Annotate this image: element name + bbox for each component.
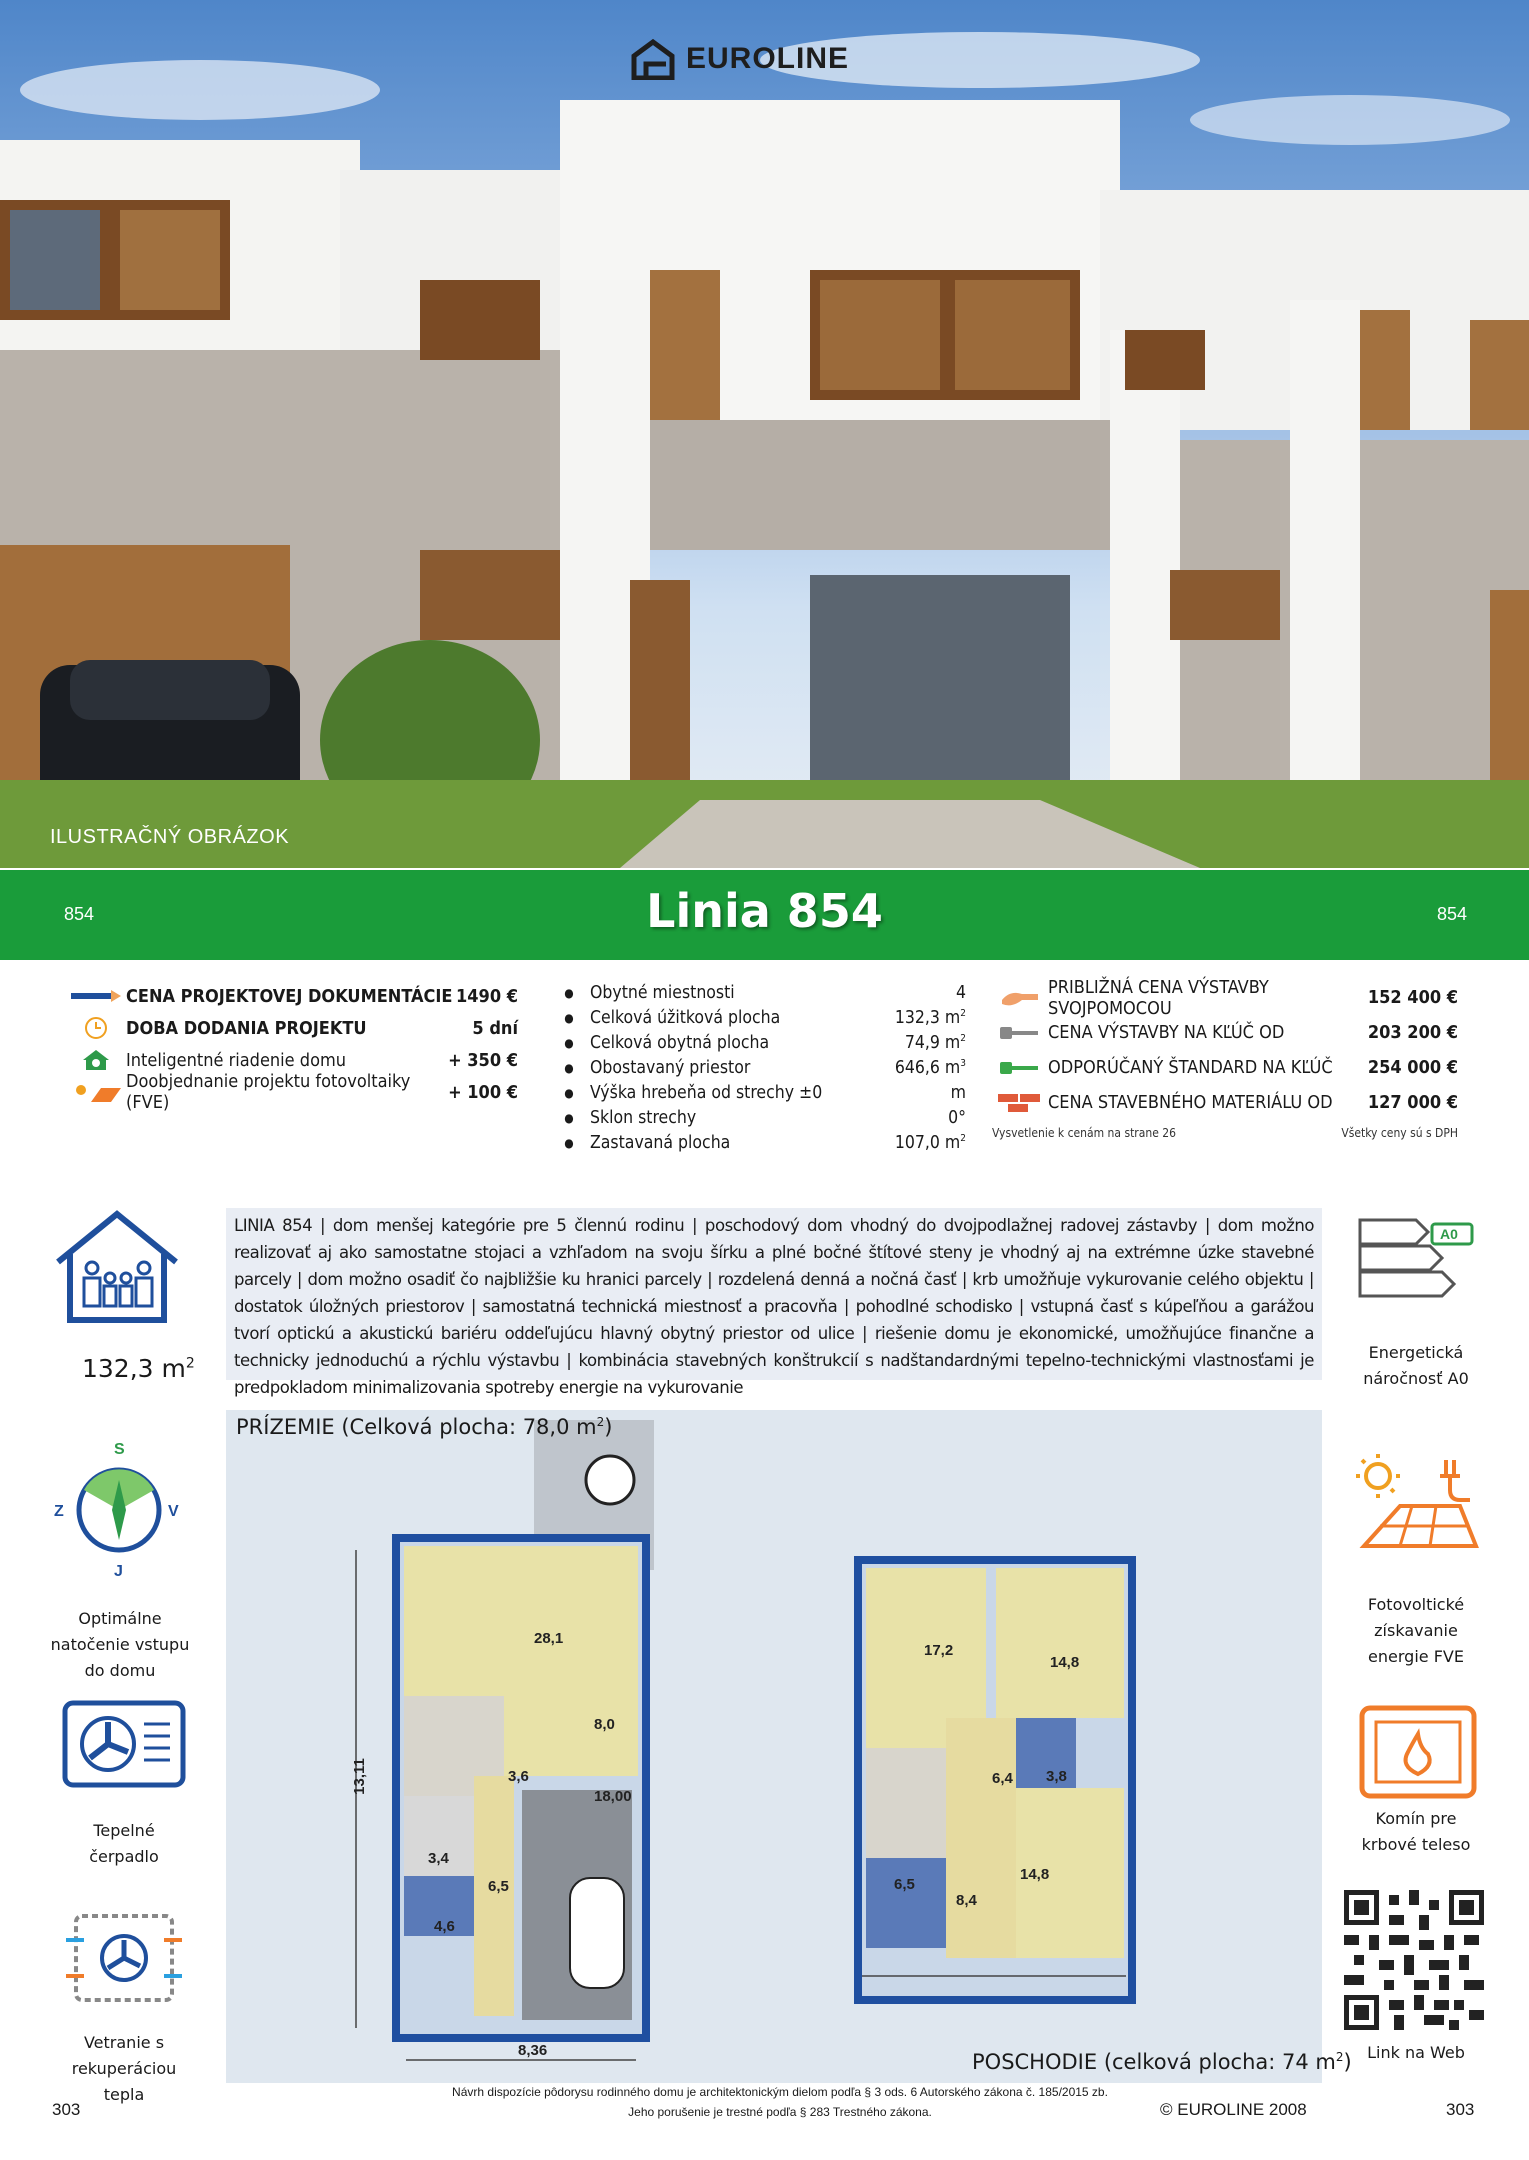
pencil-icon bbox=[66, 985, 126, 1007]
price-row: PRIBLIŽNÁ CENA VÝSTAVBY SVOJPOMOCOU 152 400 € bbox=[992, 980, 1458, 1015]
logo-text: EUROLINE bbox=[686, 42, 850, 75]
key-icon bbox=[992, 1022, 1048, 1044]
spec-row: ● Obostavaný priestor 646,6 $m^3$ bbox=[564, 1057, 966, 1078]
hand-icon bbox=[992, 987, 1048, 1009]
price-row: CENA STAVEBNÉHO MATERIÁLU OD 127 000 € bbox=[992, 1085, 1458, 1120]
bricks-icon bbox=[992, 1092, 1048, 1114]
house-illustration bbox=[0, 0, 1529, 868]
specs-list bbox=[548, 980, 966, 1155]
floor-plan-drawing bbox=[226, 1410, 1322, 2083]
heat-pump-label: Tepelné čerpadlo bbox=[89, 1821, 159, 1866]
upper-floor-title: POSCHODIE (celková plocha: 74 $m^2$) bbox=[972, 2050, 1352, 2074]
title-band bbox=[0, 870, 1529, 960]
hero-image bbox=[0, 0, 1529, 868]
price-row: ODPORÚČANÝ ŠTANDARD NA KĽÚČ 254 000 € bbox=[992, 1050, 1458, 1085]
description: LINIA 854 | dom menšej kategórie pre 5 člennú rodinu | poschodový dom vhodný do dvojpodlažnej radovej zástavby | dom možno realizovať aj ako samostatne stojaci a vzhľadom na svoju šírku a plné bočné štítové steny je vhodný aj na extrémne úzke stavebné parcely | dom možno osadiť čo najbližšie ku hranici parcely | rozdelená denná a nočná časť | krb umožňuje vykurovanie celého objektu | dostatok úložných priestorov | samostatná technická miestnosť a pracovňa | pohodlné schodisko | vstupná časť s kúpeľňou a garážou tvorí optickú a akustickú bariéru oddeľujúcu hlavný obytný priestor od ulice | riešenie domu je ekonomické, umožňujúce finančne a technicky jednoduchú a rýchlu výstavbu | kombinácia stavebných konštrukcií s nadštandardnými tepelno-technickými vlastnosťami je predpokladom minimalizovania spotreby energie na vykurovanie bbox=[226, 1208, 1322, 1380]
pv-label: Fotovoltické získavanie energie FVE bbox=[1367, 1595, 1465, 1666]
project-row: Inteligentné riadenie domu + 350 € bbox=[66, 1044, 518, 1076]
qr-label[interactable]: Link na Web bbox=[1367, 2043, 1465, 2062]
svg-text:V: V bbox=[168, 1503, 179, 1520]
ventilation-label: Vetranie s rekuperáciou tepla bbox=[71, 2033, 177, 2104]
svg-text:Z: Z bbox=[54, 1503, 64, 1520]
compass-icon bbox=[54, 1440, 184, 1580]
svg-text:S: S bbox=[114, 1441, 125, 1458]
smart-home-icon bbox=[66, 1049, 126, 1071]
solar-panel-icon bbox=[66, 1081, 126, 1103]
prices-list bbox=[992, 976, 1458, 1140]
spec-row: ● Obytné miestnosti 4 bbox=[564, 982, 966, 1003]
clock-icon bbox=[66, 1017, 126, 1039]
copyright: © EUROLINE 2008 bbox=[1160, 2100, 1307, 2119]
svg-text:A0: A0 bbox=[1440, 1226, 1458, 1242]
illustration-label: ILUSTRAČNÝ OBRÁZOK bbox=[50, 826, 290, 848]
ground-floor-title: PRÍZEMIE (Celková plocha: 78,0 $m^2$) bbox=[236, 1415, 613, 1439]
ventilation-icon bbox=[62, 1910, 186, 2011]
page-number-left: 303 bbox=[52, 2100, 81, 2119]
compass bbox=[54, 1440, 184, 1585]
green-key-icon bbox=[992, 1057, 1048, 1079]
fireplace-label: Komín pre krbové teleso bbox=[1361, 1809, 1471, 1854]
fireplace-icon bbox=[1358, 1704, 1478, 1805]
project-info bbox=[66, 980, 518, 1113]
family-house-icon bbox=[52, 1208, 182, 1333]
area-value: 132,3 $m^2$ bbox=[82, 1354, 195, 1383]
project-row: CENA PROJEKTOVEJ DOKUMENTÁCIE 1490 € bbox=[66, 980, 518, 1012]
heat-pump-icon bbox=[62, 1700, 186, 1801]
spec-row: ● Výška hrebeňa od strechy ±0 m bbox=[564, 1082, 966, 1103]
qr-code-icon[interactable] bbox=[1344, 1890, 1484, 2035]
logo bbox=[630, 38, 849, 80]
spec-row: ● Sklon strechy 0° bbox=[564, 1107, 966, 1128]
floor-plan: 28,1 8,0 3,6 18,00 3,4 6,5 4,6 13,11 8,36 17,2 14,8 6,4 3,8 6,5 14,8 8,4 bbox=[226, 1410, 1322, 2083]
solar-roof-icon bbox=[1350, 1450, 1480, 1559]
page-number-right: 303 bbox=[1446, 2100, 1475, 2119]
legal-note: Návrh dispozície pôdorysu rodinného domu je architektonickým dielom podľa § 3 ods. 6 Autorského zákona č. 185/2015 zb. Jeho porušenie je trestné podľa § 283 Trestného zákona. bbox=[452, 2085, 1108, 2119]
spec-row: ● Celková obytná plocha 74,9 $m^2$ bbox=[564, 1032, 966, 1053]
page-title: Linia 854 bbox=[646, 884, 883, 938]
svg-text:J: J bbox=[114, 1563, 123, 1580]
energy-label-icon bbox=[1356, 1216, 1476, 1325]
price-note: Vysvetlenie k cenám na strane 26 bbox=[992, 1126, 1177, 1140]
orientation-label: Optimálne natočenie vstupu do domu bbox=[50, 1609, 190, 1680]
project-row: Doobjednanie projektu fotovoltaiky (FVE) + 100 € bbox=[66, 1076, 518, 1108]
spec-row: ● Celková úžitková plocha 132,3 $m^2$ bbox=[564, 1007, 966, 1028]
left-code: 854 bbox=[64, 904, 95, 924]
spec-row: ● Zastavaná plocha 107,0 $m^2$ bbox=[564, 1132, 966, 1153]
vat-note: Všetky ceny sú s DPH bbox=[1341, 1126, 1458, 1140]
price-row: CENA VÝSTAVBY NA KĽÚČ OD 203 200 € bbox=[992, 1015, 1458, 1050]
house-logo-icon bbox=[630, 38, 676, 80]
right-code: 854 bbox=[1436, 904, 1467, 924]
project-row: DOBA DODANIA PROJEKTU 5 dní bbox=[66, 1012, 518, 1044]
energy-label: Energetická náročnosť A0 bbox=[1363, 1343, 1469, 1388]
